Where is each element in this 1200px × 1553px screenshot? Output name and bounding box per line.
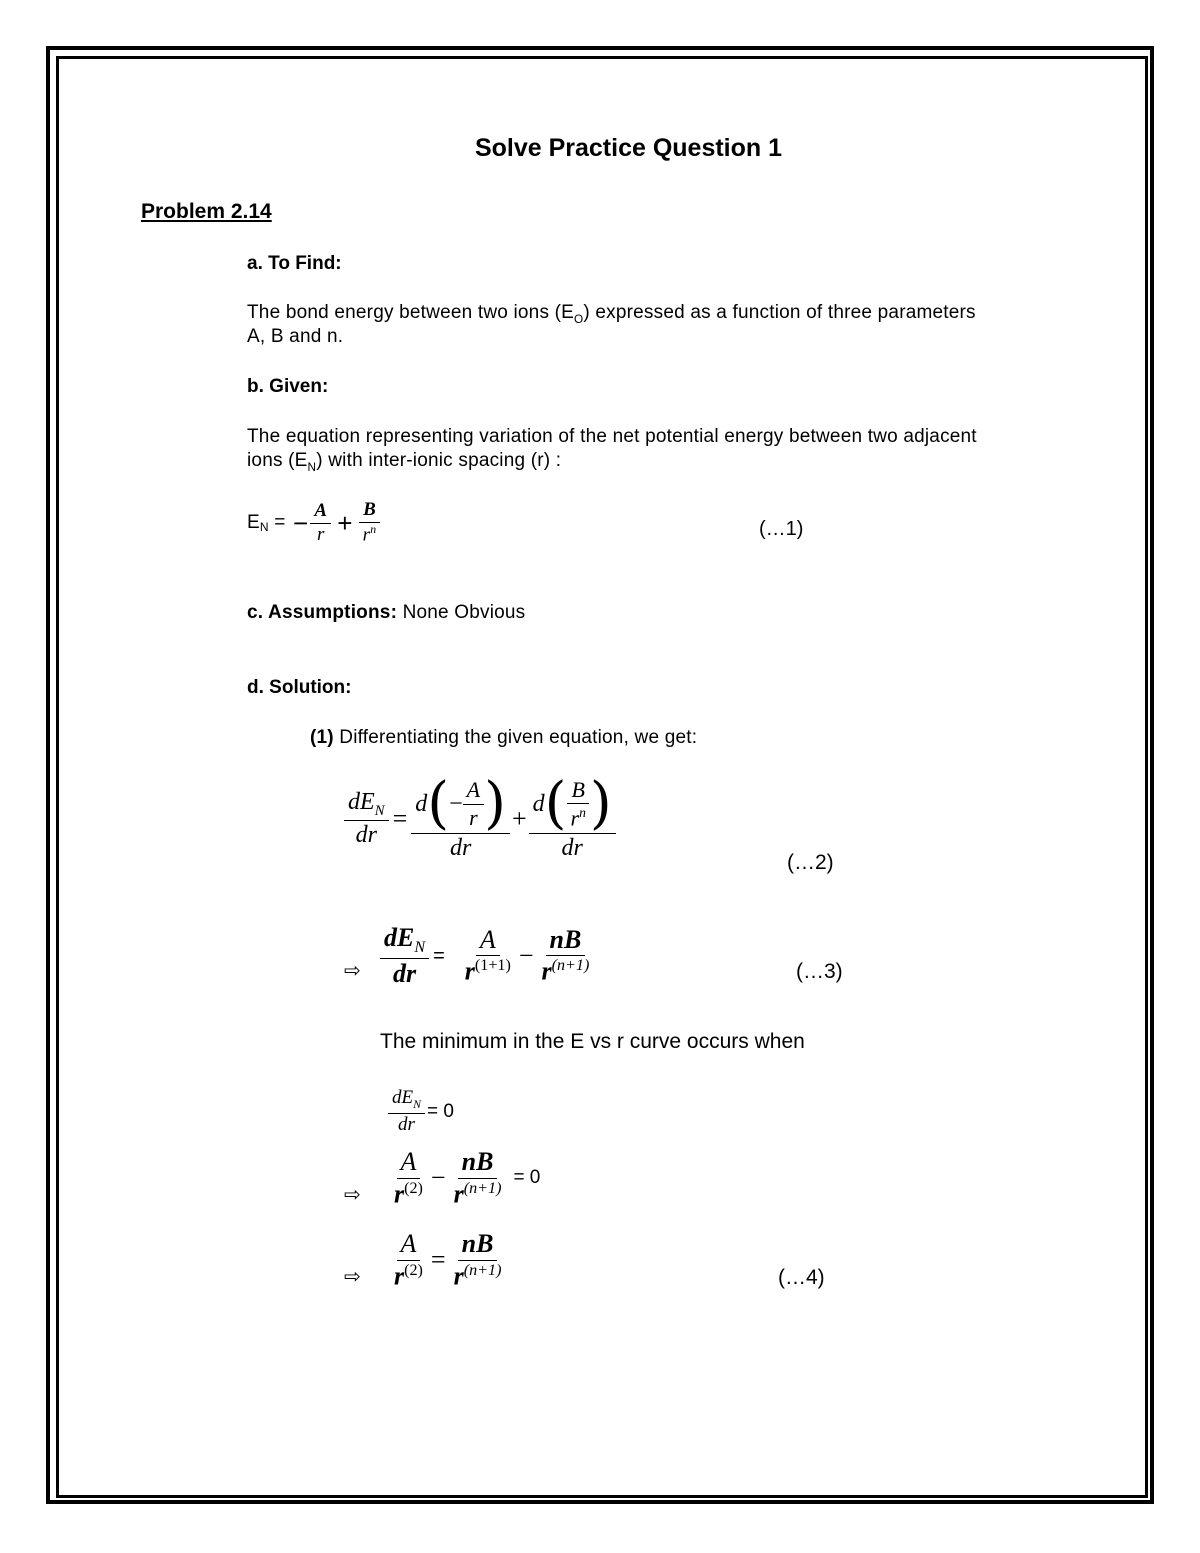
minimum-equation: $\frac{A}{r^{(2)}}$ − $\frac{nB}{r^{(n+1)}}$ = 0 (394, 1147, 541, 1209)
implies-arrow-1: ⇨ (344, 960, 361, 982)
implies-arrow-2: ⇨ (344, 1184, 361, 1206)
derivative-zero-equation: $\frac{dE_N}{dr}$ = 0 (388, 1088, 454, 1136)
equation-4-number: (…4) (778, 1266, 825, 1289)
implies-arrow-3: ⇨ (344, 1266, 361, 1288)
equation-1-number: (…1) (759, 518, 804, 540)
equation-4: $\frac{A}{r^{(2)}}$ = $\frac{nB}{r^{(n+1)}}$ (394, 1229, 502, 1291)
equation-3: $\frac{dE_N}{dr}$ = $\frac{A}{r^{(1+1)}}$ − $\frac{nB}{r^{(n+1)}}$ (380, 924, 593, 989)
section-b-heading: b. Given: (247, 376, 329, 397)
equation-2-number: (…2) (787, 851, 834, 874)
page-title: Solve Practice Question 1 (474, 134, 783, 162)
section-b-text-line1: The equation representing variation of the net potential energy between two adjacent (247, 426, 977, 447)
minimum-condition-text: The minimum in the E vs r curve occurs when (380, 1030, 805, 1053)
equation-3-number: (…3) (796, 960, 843, 983)
problem-heading: Problem 2.14 (141, 200, 272, 223)
equation-1: E $_N$ = − $\frac{A}{r}$ + $\frac{B}{r^n}$ (247, 500, 380, 546)
step-1: (1) Differentiating the given equation, we get: (310, 727, 698, 748)
section-a-heading: a. To Find: (247, 253, 342, 274)
equation-2: $\frac{dE_N}{dr}$ = d ( − $\frac{A}{r}$ ) dr + d ( $\frac{B}{r^n}$ ) dr (344, 776, 616, 861)
section-d-heading: d. Solution: (247, 677, 352, 698)
section-c: c. Assumptions: None Obvious (247, 602, 526, 623)
section-a-text-line2: A, B and n. (247, 326, 344, 347)
section-b-text-line2: ions $(E_N)$ with inter-ionic spacing (r) : (247, 450, 562, 474)
section-a-text-line1: The bond energy between two ions $(E_O)$ expressed as a function of three parameters (247, 302, 976, 326)
